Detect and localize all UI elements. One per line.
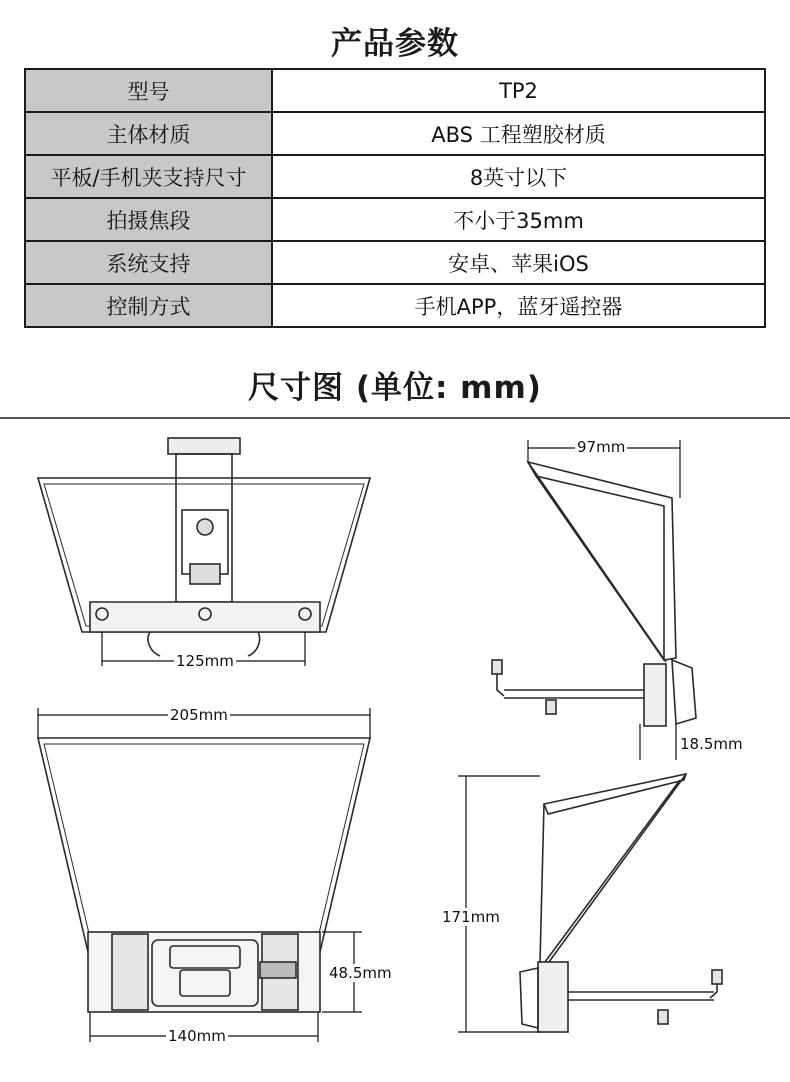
spec-value-control: 手机APP，蓝牙遥控器 bbox=[272, 284, 765, 327]
dim-top-width: 205mm bbox=[170, 706, 228, 724]
spec-value-os: 安卓、苹果iOS bbox=[272, 241, 765, 284]
spec-label-focal-length: 拍摄焦段 bbox=[25, 198, 272, 241]
dimension-drawings bbox=[0, 420, 790, 1082]
dim-side-thickness: 18.5mm bbox=[680, 735, 743, 753]
section-divider bbox=[0, 417, 790, 419]
table-row bbox=[25, 198, 765, 241]
table-row bbox=[25, 241, 765, 284]
spec-label-control: 控制方式 bbox=[25, 284, 272, 327]
table-row bbox=[25, 155, 765, 198]
table-row bbox=[25, 284, 765, 327]
dim-base-width: 140mm bbox=[168, 1027, 226, 1045]
spec-value-focal-length: 不小于35mm bbox=[272, 198, 765, 241]
spec-title: 产品参数 bbox=[331, 26, 459, 62]
dim-height: 171mm bbox=[442, 908, 500, 926]
spec-label-material: 主体材质 bbox=[25, 112, 272, 155]
side-view-2-drawing bbox=[520, 774, 722, 1032]
spec-label-os: 系统支持 bbox=[25, 241, 272, 284]
side-view-drawing bbox=[492, 462, 696, 726]
dim-base-height: 48.5mm bbox=[329, 964, 392, 982]
table-row bbox=[25, 69, 765, 112]
spec-value-model: TP2 bbox=[272, 69, 765, 112]
spec-label-clamp-size: 平板/手机夹支持尺寸 bbox=[25, 155, 272, 198]
dimensions-title: 尺寸图 (单位: mm) bbox=[248, 370, 542, 406]
spec-table bbox=[24, 68, 766, 328]
spec-value-clamp-size: 8英寸以下 bbox=[272, 155, 765, 198]
dim-front-width: 125mm bbox=[176, 652, 234, 670]
spec-label-model: 型号 bbox=[25, 69, 272, 112]
table-row bbox=[25, 112, 765, 155]
top-view-drawing bbox=[38, 738, 370, 1012]
front-view-drawing bbox=[38, 438, 370, 656]
dim-side-depth: 97mm bbox=[577, 438, 626, 456]
spec-value-material: ABS 工程塑胶材质 bbox=[272, 112, 765, 155]
